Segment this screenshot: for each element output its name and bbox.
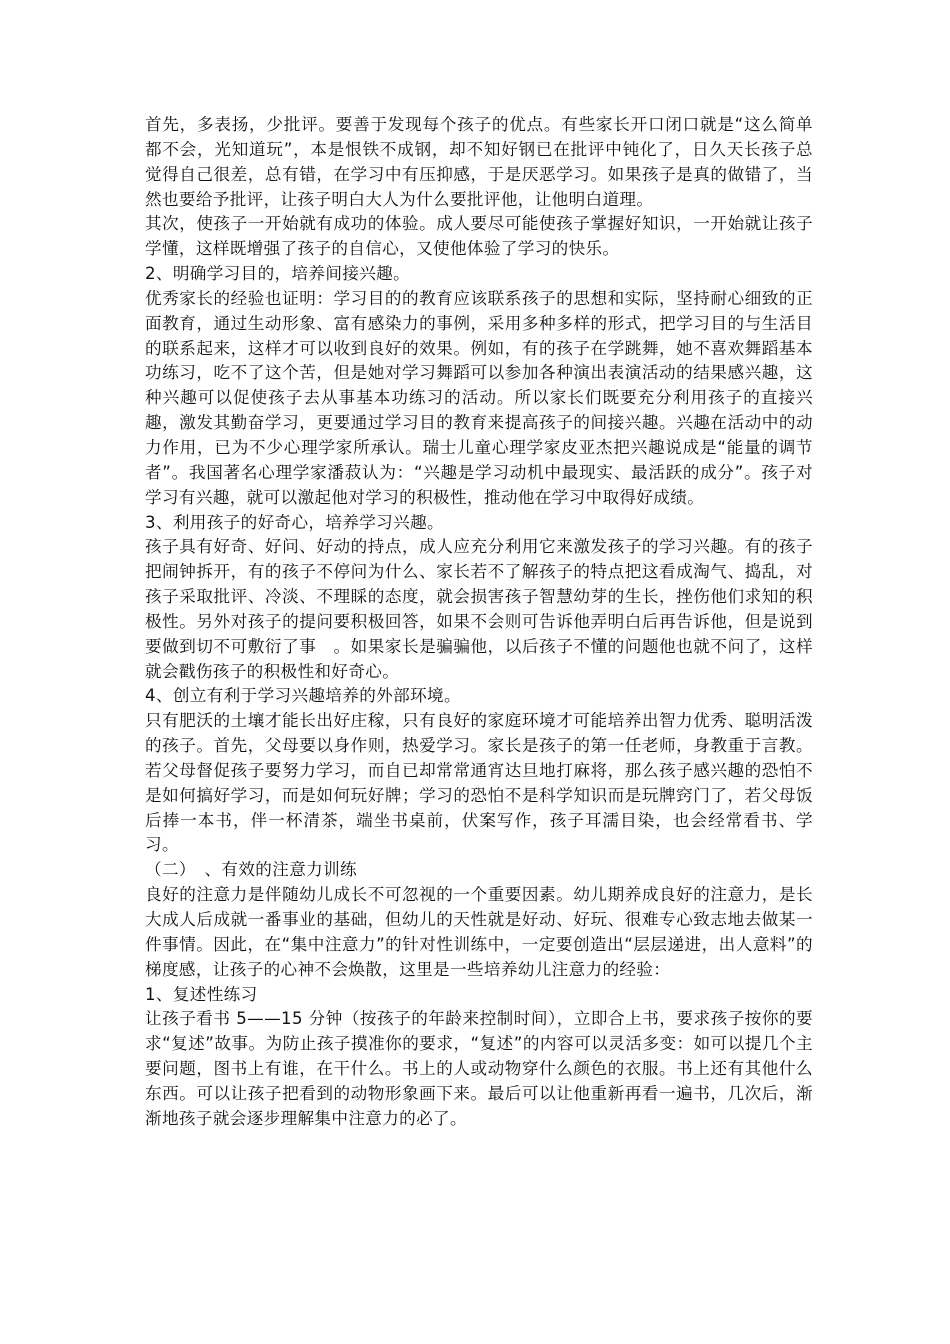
paragraph-environment: 只有肥沃的土壤才能长出好庄稼，只有良好的家庭环境才可能培养出智力优秀、聪明活泼的孩子。首先，父母要以身作则，热爱学习。家长是孩子的第一任老师，身教重于言教。若父母督促孩子要努力学习，而自已却常常通宵达旦地打麻将，那么孩子感兴趣的恐怕不是如何搞好学习，而是如何玩好牌；学习的恐怕不是科学知识而是玩牌窍门了，若父母饭后捧一本书，伴一杯清茶，端坐书桌前，伏案写作，孩子耳濡目染，也会经常看书、学习。 xyxy=(145,711,813,855)
heading-learning-purpose: 2、明确学习目的，培养间接兴趣。 xyxy=(145,264,411,284)
heading-curiosity: 3、利用孩子的好奇心，培养学习兴趣。 xyxy=(145,512,444,532)
heading-environment: 4、创立有利于学习兴趣培养的外部环境。 xyxy=(145,686,461,706)
heading-attention-training: （二） 、有效的注意力训练 xyxy=(145,860,357,880)
paragraph-attention-training: 良好的注意力是伴随幼儿成长不可忽视的一个重要因素。幼儿期养成良好的注意力，是长大成人后成就一番事业的基础，但幼儿的天性就是好动、好玩、很难专心致志地去做某一件事情。因此，在“集中注意力”的针对性训练中，一定要创造出“层层递进，出人意料”的梯度感，让孩子的心神不会焕散，这里是一些培养幼儿注意力的经验： xyxy=(145,885,813,979)
paragraph-curiosity: 孩子具有好奇、好问、好动的持点，成人应充分利用它来激发孩子的学习兴趣。有的孩子把闹钟拆开，有的孩子不停问为什么、家长若不了解孩子的特点把这看成淘气、捣乱，对孩子采取批评、冷淡、不理睬的态度，就会损害孩子智慧幼芽的生长，挫伤他们求知的积极性。另外对孩子的提问要积极回答，如果不会则可告诉他弄明白后再告诉他，但是说到要做到切不可敷衍了事 。如果家长是骗骗他，以后孩子不懂的问题他也就不问了，这样就会戳伤孩子的积极性和好奇心。 xyxy=(145,537,813,681)
document-body xyxy=(145,113,813,1132)
paragraph-learning-purpose: 优秀家长的经验也证明：学习目的的教育应该联系孩子的思想和实际，坚持耐心细致的正面教育，通过生动形象、富有感染力的事例，采用多种多样的形式，把学习目的与生活目的联系起来，这样才可以收到良好的效果。例如，有的孩子在学跳舞，她不喜欢舞蹈基本功练习，吃不了这个苦，但是她对学习舞蹈可以参加各种演出表演活动的结果感兴趣，这种兴趣可以促使孩子去从事基本功练习的活动。所以家长们既要充分利用孩子的直接兴趣，激发其勤奋学习，更要通过学习目的教育来提高孩子的间接兴趣。兴趣在活动中的动力作用，已为不少心理学家所承认。瑞士儿童心理学家皮亚杰把兴趣说成是“能量的调节者”。我国著名心理学家潘菽认为：“兴趣是学习动机中最现实、最活跃的成分”。孩子对学习有兴趣，就可以激起他对学习的积极性，推动他在学习中取得好成绩。 xyxy=(145,288,813,507)
paragraph-praise-over-criticism: 首先，多表扬，少批评。要善于发现每个孩子的优点。有些家长开口闭口就是“这么简单都不会，光知道玩”，本是恨铁不成钢，却不知好钢已在批评中钝化了，日久天长孩子总觉得自己很差，总有错，在学习中有压抑感，于是厌恶学习。如果孩子是真的做错了，当然也要给予批评，让孩子明白大人为什么要批评他，让他明白道理。 xyxy=(145,115,813,209)
paragraph-retelling-practice: 让孩子看书 5——15 分钟（按孩子的年龄来控制时间），立即合上书，要求孩子按你的要求“复述”故事。为防止孩子摸准你的要求，“复述”的内容可以灵活多变：如可以提几个主要问题，图书上有谁，在干什么。书上的人或动物穿什么颜色的衣服。书上还有其他什么东西。可以让孩子把看到的动物形象画下来。最后可以让他重新再看一遍书，几次后，渐渐地孩子就会逐步理解集中注意力的必了。 xyxy=(145,1009,813,1128)
paragraph-success-experience: 其次，使孩子一开始就有成功的体验。成人要尽可能使孩子掌握好知识，一开始就让孩子学懂，这样既增强了孩子的自信心，又使他体验了学习的快乐。 xyxy=(145,214,813,259)
heading-retelling-practice: 1、复述性练习 xyxy=(145,984,258,1004)
